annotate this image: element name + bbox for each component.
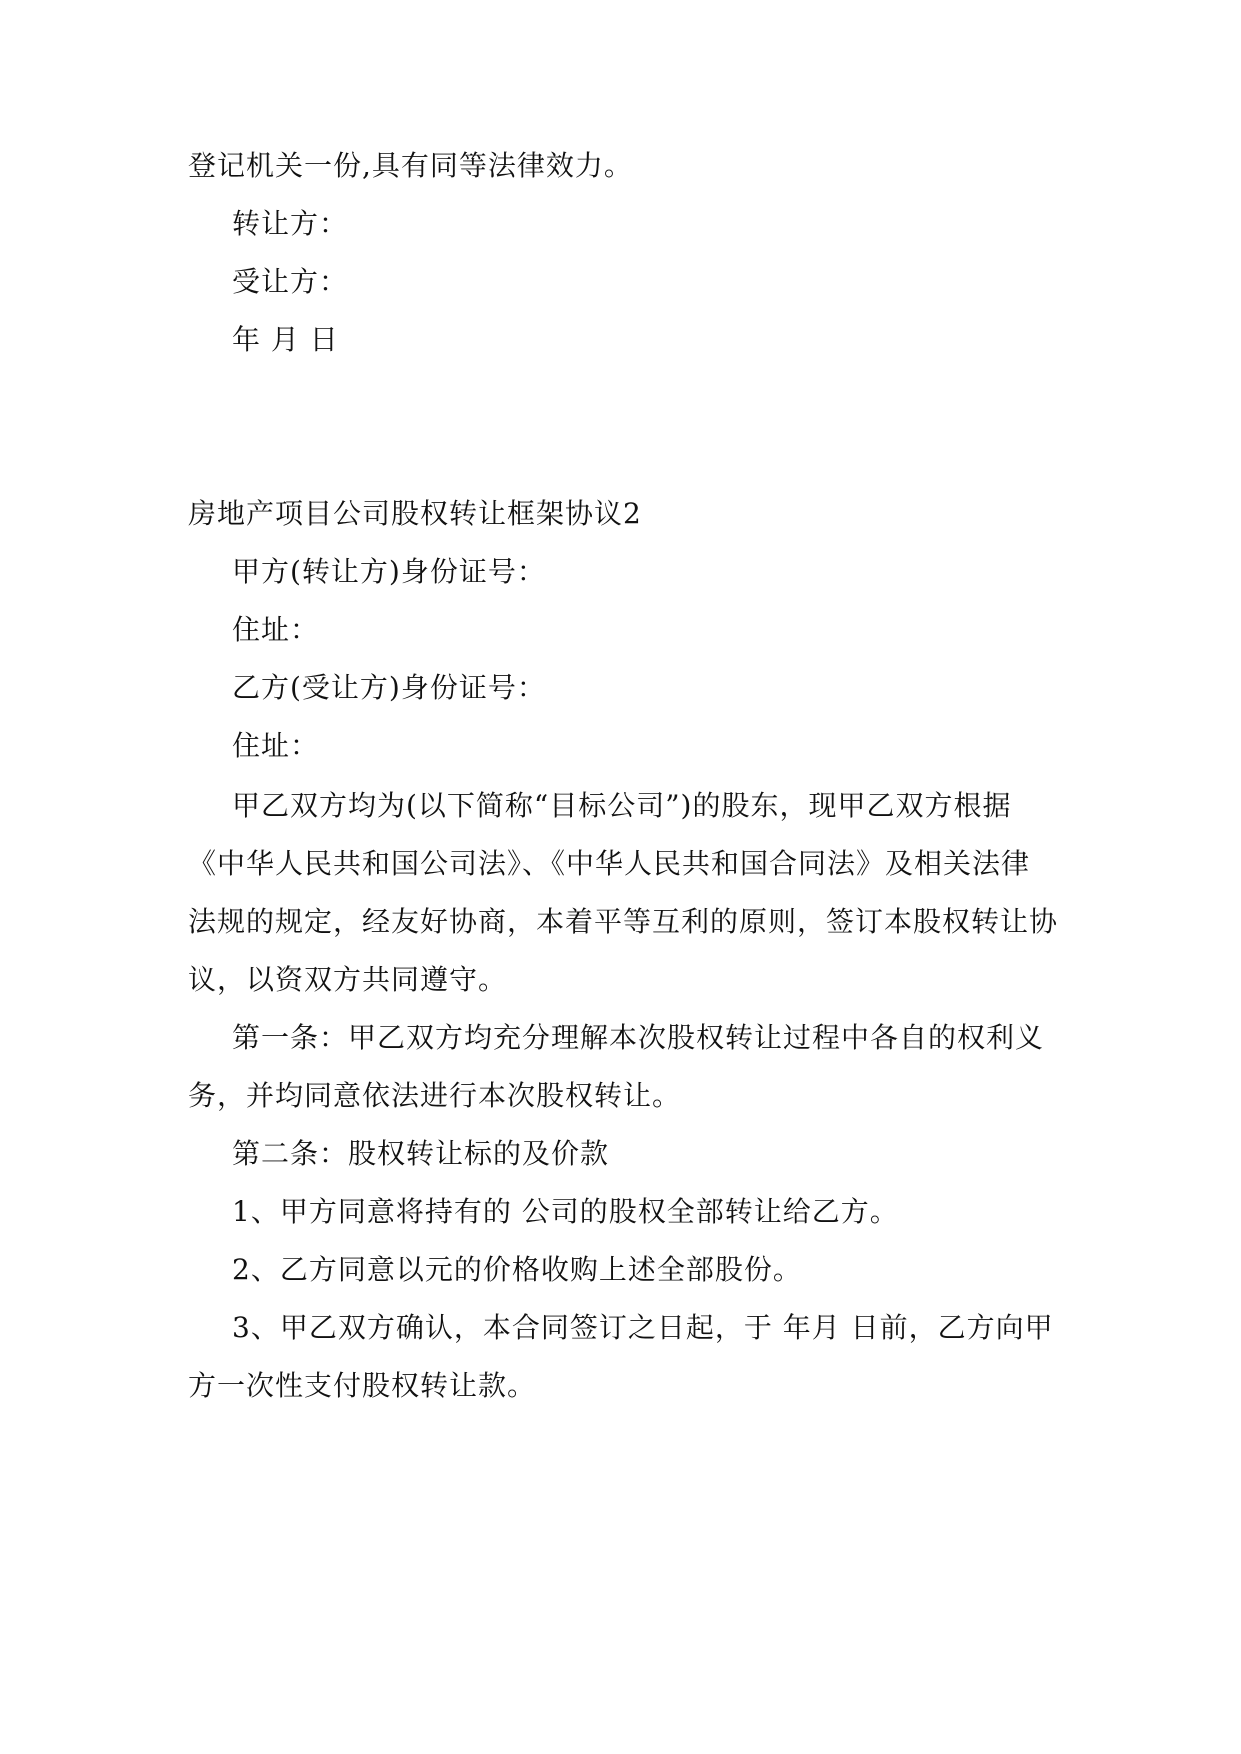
preamble-line-3: 法规的规定，经友好协商，本着平等互利的原则，签订本股权转让协 [188,905,1059,938]
party-b-id-label: 乙方(受让方)身份证号： [232,671,546,704]
article-1-line-1: 第一条：甲乙双方均充分理解本次股权转让过程中各自的权利义 [232,1021,1045,1054]
signature-transferee-label: 受让方： [232,265,349,298]
signature-transferor-label: 转让方： [232,207,349,240]
article-2-item-3-line-2: 方一次性支付股权转让款。 [188,1369,537,1402]
article-2-item-1: 1、甲方同意将持有的 公司的股权全部转让给乙方。 [232,1195,899,1228]
text-line-registration: 登记机关一份,具有同等法律效力。 [188,149,633,182]
preamble-line-2: 《中华人民共和国公司法》、《中华人民共和国合同法》及相关法律 [188,847,1031,880]
party-a-address-label: 住址： [232,613,320,646]
article-2-heading: 第二条：股权转让标的及价款 [232,1137,610,1170]
party-a-id-label: 甲方(转让方)身份证号： [232,555,546,588]
article-1-line-2: 务，并均同意依法进行本次股权转让。 [188,1079,682,1112]
preamble-line-4: 议，以资双方共同遵守。 [188,963,508,996]
article-2-item-2: 2、乙方同意以元的价格收购上述全部股份。 [232,1253,802,1286]
date-line: 年 月 日 [232,323,339,356]
document-title: 房地产项目公司股权转让框架协议2 [188,497,642,530]
preamble-line-1: 甲乙双方均为(以下简称“目标公司”)的股东，现甲乙双方根据 [232,789,1012,822]
article-2-item-3-line-1: 3、甲乙双方确认，本合同签订之日起，于 年月 日前，乙方向甲 [232,1311,1054,1344]
party-b-address-label: 住址： [232,729,320,762]
